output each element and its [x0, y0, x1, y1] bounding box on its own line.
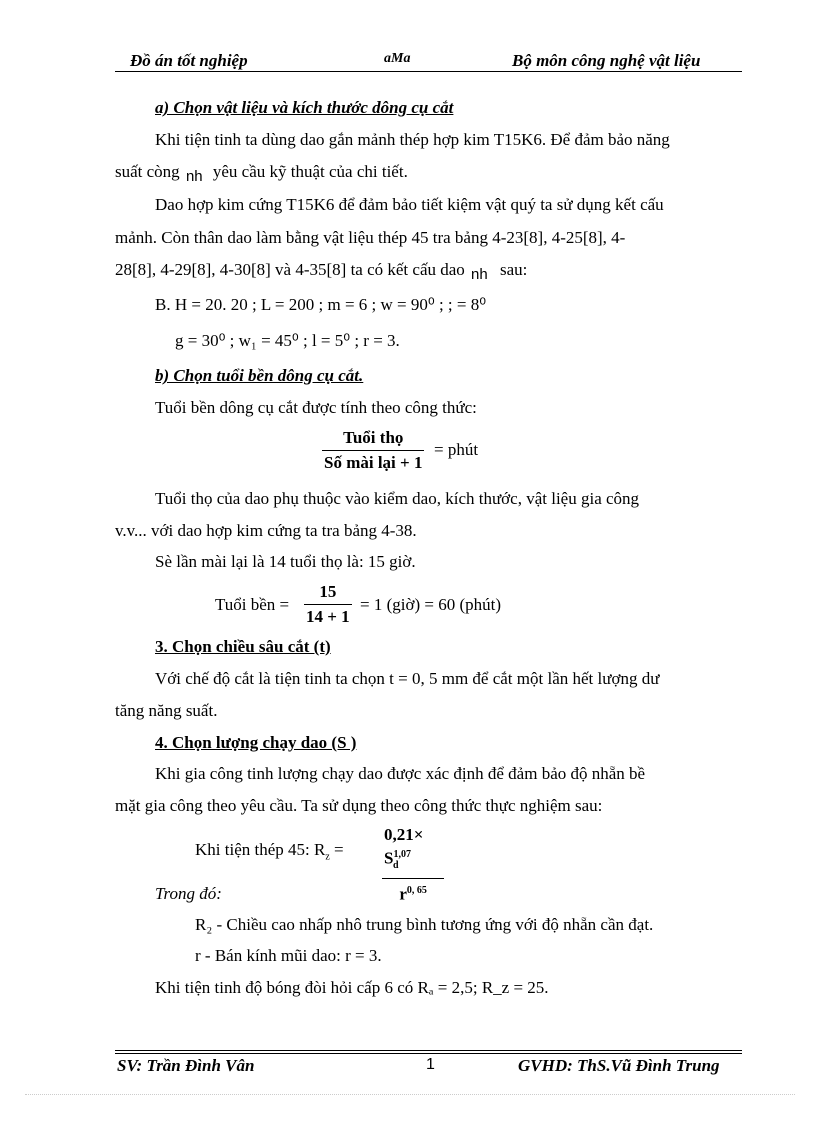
- formula-roughness: [382, 825, 444, 905]
- para6-line2: tăng năng suất.: [115, 701, 218, 720]
- formula2-numerator: 15: [319, 582, 337, 601]
- header-logo: aMa: [384, 51, 411, 66]
- para7-line2: mặt gia công theo yêu cầu. Ta sử dụng theo công thức thực nghiệm sau:: [115, 796, 603, 815]
- definition-r: r - Bán kính mũi dao: r = 3.: [195, 946, 382, 965]
- para4-line1: Tuổi thọ của dao phụ thuộc vào kiểm dao, kích thước, vật liệu gia công: [155, 489, 640, 508]
- header-left: Đồ án tốt nghiệp: [130, 51, 248, 70]
- heading-3: 3. Chọn chiều sâu cắt (t): [155, 637, 331, 656]
- formula-tool-life: [322, 428, 424, 473]
- para7-line1: Khi gia công tinh lượng chạy dao được xác định để đảm bảo độ nhẵn bề: [155, 764, 646, 783]
- formula3-denominator: $r^{0, 65}$: [399, 884, 427, 904]
- formula2-lhs: Tuổi bền =: [215, 595, 290, 614]
- formula3-lhs: Khi tiện thép 45: $R_z$ =: [195, 840, 344, 863]
- para3: Tuổi bền dông cụ cắt được tính theo công thức:: [155, 398, 477, 417]
- formula3-numerator: 0,21× S$^{1,07}_d$: [384, 825, 424, 872]
- para8: Khi tiện tinh độ bóng đòi hỏi cấp 6 có Rₐ = 2,5; R_z = 25.: [155, 978, 549, 997]
- formula1-bar: [322, 450, 424, 451]
- para1-line1: Khi tiện tinh ta dùng dao gắn mảnh thép hợp kim T15K6. Để đảm bảo năng: [155, 130, 670, 149]
- definition-rz: R₂ - Chiều cao nhấp nhô trung bình tương ứng với độ nhẵn cần đạt.: [195, 915, 654, 934]
- formula2-bar: [304, 604, 352, 605]
- para4-line2: v.v... với dao hợp kim cứng ta tra bảng 4-38.: [115, 521, 417, 540]
- formula-durability: [304, 582, 352, 627]
- params-line2: g = 30⁰ ; w₁ = 45⁰ ; l = 5⁰ ; r = 3.: [175, 331, 400, 350]
- params-line1: B. H = 20. 20 ; L = 200 ; m = 6 ; w = 90⁰ ; ; = 8⁰: [155, 295, 487, 314]
- para2-line2: mảnh. Còn thân dao làm bằng vật liệu thép 45 tra bảng 4-23[8], 4-25[8], 4-: [115, 228, 626, 247]
- formula1-denominator: Số mài lại + 1: [324, 453, 423, 472]
- header-right: Bộ môn công nghệ vật liệu: [512, 51, 701, 70]
- footer-rule-bottom: [115, 1053, 742, 1054]
- formula1-rhs: = phút: [434, 440, 479, 459]
- where-label: Trong đó:: [155, 884, 222, 903]
- formula1-numerator: Tuổi thọ: [343, 428, 404, 447]
- footer-rule-top: [115, 1050, 742, 1051]
- para5: Sè lần mài lại là 14 tuổi thọ là: 15 giờ.: [155, 552, 416, 571]
- para2-line1: Dao hợp kim cứng T15K6 để đảm bảo tiết kiệm vật quý ta sử dụng kết cấu: [155, 195, 664, 214]
- heading-a: a) Chọn vật liệu và kích thước dông cụ cắt: [155, 98, 454, 117]
- para6-line1: Với chế độ cắt là tiện tinh ta chọn t = 0, 5 mm để cắt một lần hết lượng dư: [155, 669, 660, 688]
- header-rule: [115, 71, 742, 72]
- page-edge-dotted: [25, 1094, 795, 1095]
- footer-student: SV: Trần Đình Vân: [117, 1056, 255, 1075]
- para2-line3: 28[8], 4-29[8], 4-30[8] và 4-35[8] ta có kết cấu dao nh sau:: [115, 260, 528, 283]
- heading-b: b) Chọn tuổi bền dông cụ cắt.: [155, 366, 364, 385]
- footer-advisor: GVHD: ThS.Vũ Đình Trung: [518, 1056, 720, 1075]
- formula2-rhs: = 1 (giờ) = 60 (phút): [360, 595, 502, 614]
- formula2-denominator: 14 + 1: [306, 607, 350, 626]
- heading-4: 4. Chọn lượng chạy dao (S ): [155, 733, 357, 752]
- para1-line2: suất còng nh yêu cầu kỹ thuật của chi tiết.: [115, 162, 408, 185]
- page-number: 1: [426, 1056, 435, 1073]
- formula3-bar: [382, 878, 444, 879]
